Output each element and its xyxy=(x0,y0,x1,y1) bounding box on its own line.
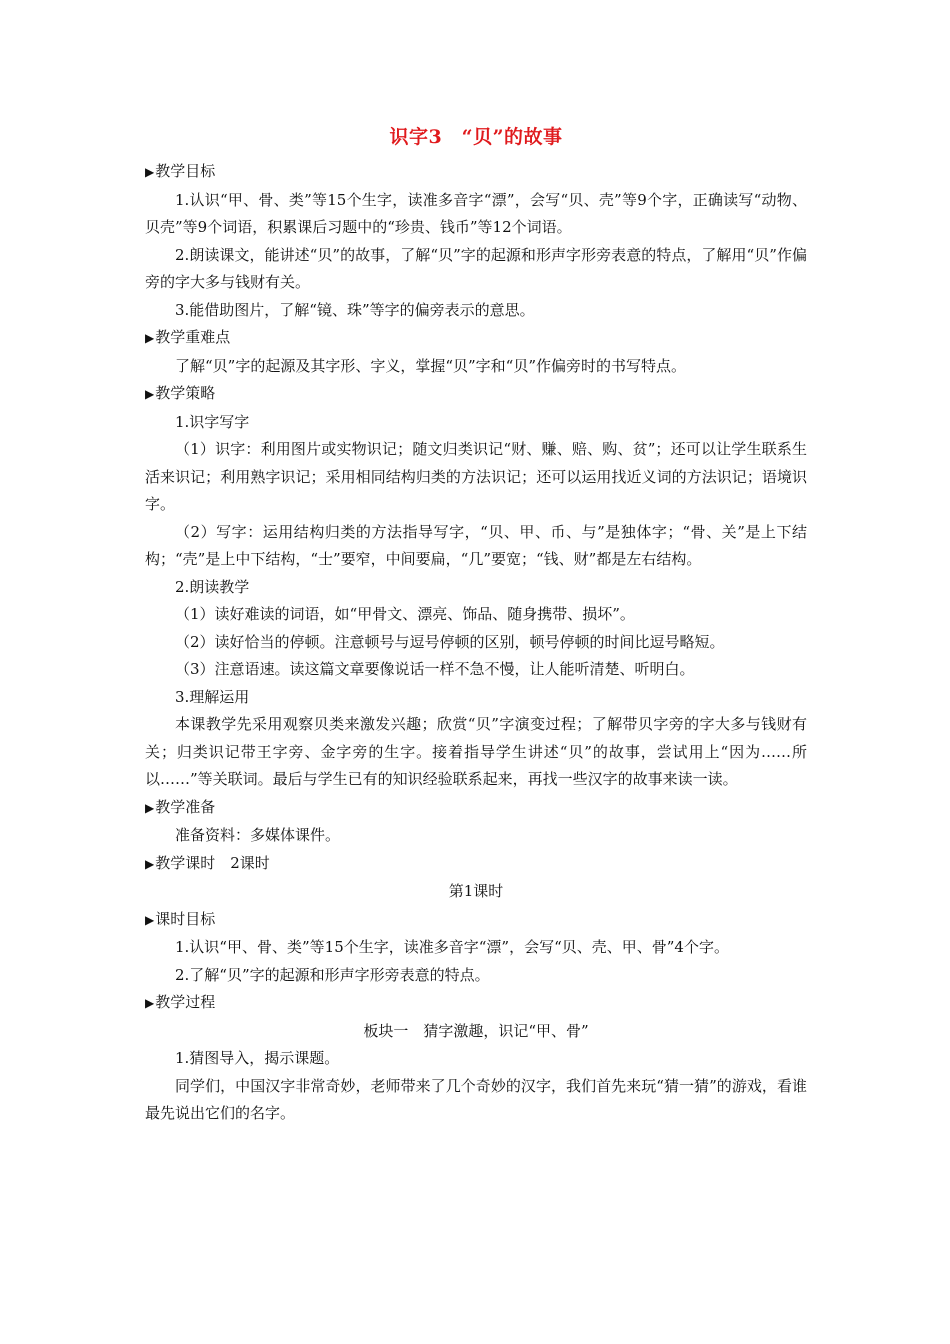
heading-label: 课时目标 xyxy=(155,909,216,928)
process-paragraph: 1.猜图导入，揭示课题。 xyxy=(175,1049,340,1067)
strategy-paragraph: （2）读好恰当的停顿。注意顿号与逗号停顿的区别，顿号停顿的时间比逗号略短。 xyxy=(175,632,725,651)
section-heading-lesson-goals xyxy=(145,906,807,935)
lesson-goal-item: 1.认识“甲、骨、类”等15个生字，读准多音字“漂”，会写“贝、壳、甲、骨”4个字。 xyxy=(175,938,729,956)
strategy-paragraph: （1）读好难读的词语，如“甲骨文、漂亮、饰品、随身携带、损坏”。 xyxy=(175,605,635,623)
strategy-paragraph: 本课教学先采用观察贝类来激发兴趣；欣赏“贝”字演变过程；了解带贝字旁的字大多与钱财有关；归类识记带王字旁、金字旁的生字。接着指导学生讲述“贝”的故事，尝试用上“因为……所以……”等关联词。最后与学生已有的知识经验联系起来，再找一些汉字的故事来读一读。 xyxy=(145,715,807,788)
document-body xyxy=(145,122,807,1128)
strategy-paragraph: （3）注意语速。读这篇文章要像说话一样不急不慢，让人能听清楚、听明白。 xyxy=(175,660,695,678)
lesson-goal-item: 2.了解“贝”字的起源和形声字形旁表意的特点。 xyxy=(175,965,490,984)
goal-item: 2.朗读课文，能讲述“贝”的故事，了解“贝”字的起源和形声字形旁表意的特点，了解用“贝”作偏旁的字大多与钱财有关。 xyxy=(145,245,807,291)
heading-label: 教学过程 xyxy=(155,993,216,1011)
page-title: 识字3 “贝”的故事 xyxy=(389,126,563,148)
goal-item: 3.能借助图片，了解“镜、珠”等字的偏旁表示的意思。 xyxy=(175,300,535,319)
heading-label: 教学重难点 xyxy=(155,328,231,346)
section-heading-key-points xyxy=(145,324,807,353)
strategy-paragraph: 1.识字写字 xyxy=(175,412,250,431)
strategy-paragraph: （1）识字：利用图片或实物识记；随文归类识记“财、赚、赔、购、贫”；还可以让学生联系生活来识记；利用熟字识记；采用相同结构归类的方法识记；还可以运用找近义词的方法识记；语境识字。 xyxy=(145,440,807,513)
process-paragraph: 同学们，中国汉字非常奇妙，老师带来了几个奇妙的汉字，我们首先来玩“猜一猜”的游戏，看谁最先说出它们的名字。 xyxy=(145,1076,807,1122)
heading-label: 教学策略 xyxy=(155,384,216,402)
key-points-text: 了解“贝”字的起源及其字形、字义，掌握“贝”字和“贝”作偏旁时的书写特点。 xyxy=(175,356,687,375)
block-title: 板块一 猜字激趣，识记“甲、骨” xyxy=(363,1021,589,1040)
section-heading-goals xyxy=(145,158,807,187)
triangle-marker-icon: ▶ xyxy=(145,996,155,1010)
triangle-marker-icon: ▶ xyxy=(145,912,155,927)
strategy-paragraph: 3.理解运用 xyxy=(175,687,250,706)
section-heading-prep xyxy=(145,794,807,823)
heading-label: 教学课时 2课时 xyxy=(155,853,270,872)
triangle-marker-icon: ▶ xyxy=(145,165,155,179)
section-heading-hours xyxy=(145,850,807,879)
triangle-marker-icon: ▶ xyxy=(145,387,155,401)
strategy-paragraph: 2.朗读教学 xyxy=(175,577,250,596)
section-heading-strategy xyxy=(145,380,807,409)
section-heading-process xyxy=(145,989,807,1018)
prep-text: 准备资料：多媒体课件。 xyxy=(175,826,341,844)
lesson-title: 第1课时 xyxy=(448,882,504,900)
triangle-marker-icon: ▶ xyxy=(145,856,155,871)
triangle-marker-icon: ▶ xyxy=(145,800,155,815)
goal-item: 1.认识“甲、骨、类”等15个生字，读准多音字“漂”，会写“贝、壳”等9个字，正确读写“动物、贝壳”等9个词语，积累课后习题中的“珍贵、钱币”等12个词语。 xyxy=(145,190,807,236)
heading-label: 教学准备 xyxy=(155,797,216,816)
triangle-marker-icon: ▶ xyxy=(145,331,155,345)
strategy-paragraph: （2）写字：运用结构归类的方法指导写字，“贝、甲、币、与”是独体字；“骨、关”是上下结构；“壳”是上中下结构，“士”要窄，中间要扁，“几”要宽；“钱、财”都是左右结构。 xyxy=(145,522,807,568)
heading-label: 教学目标 xyxy=(155,162,216,180)
